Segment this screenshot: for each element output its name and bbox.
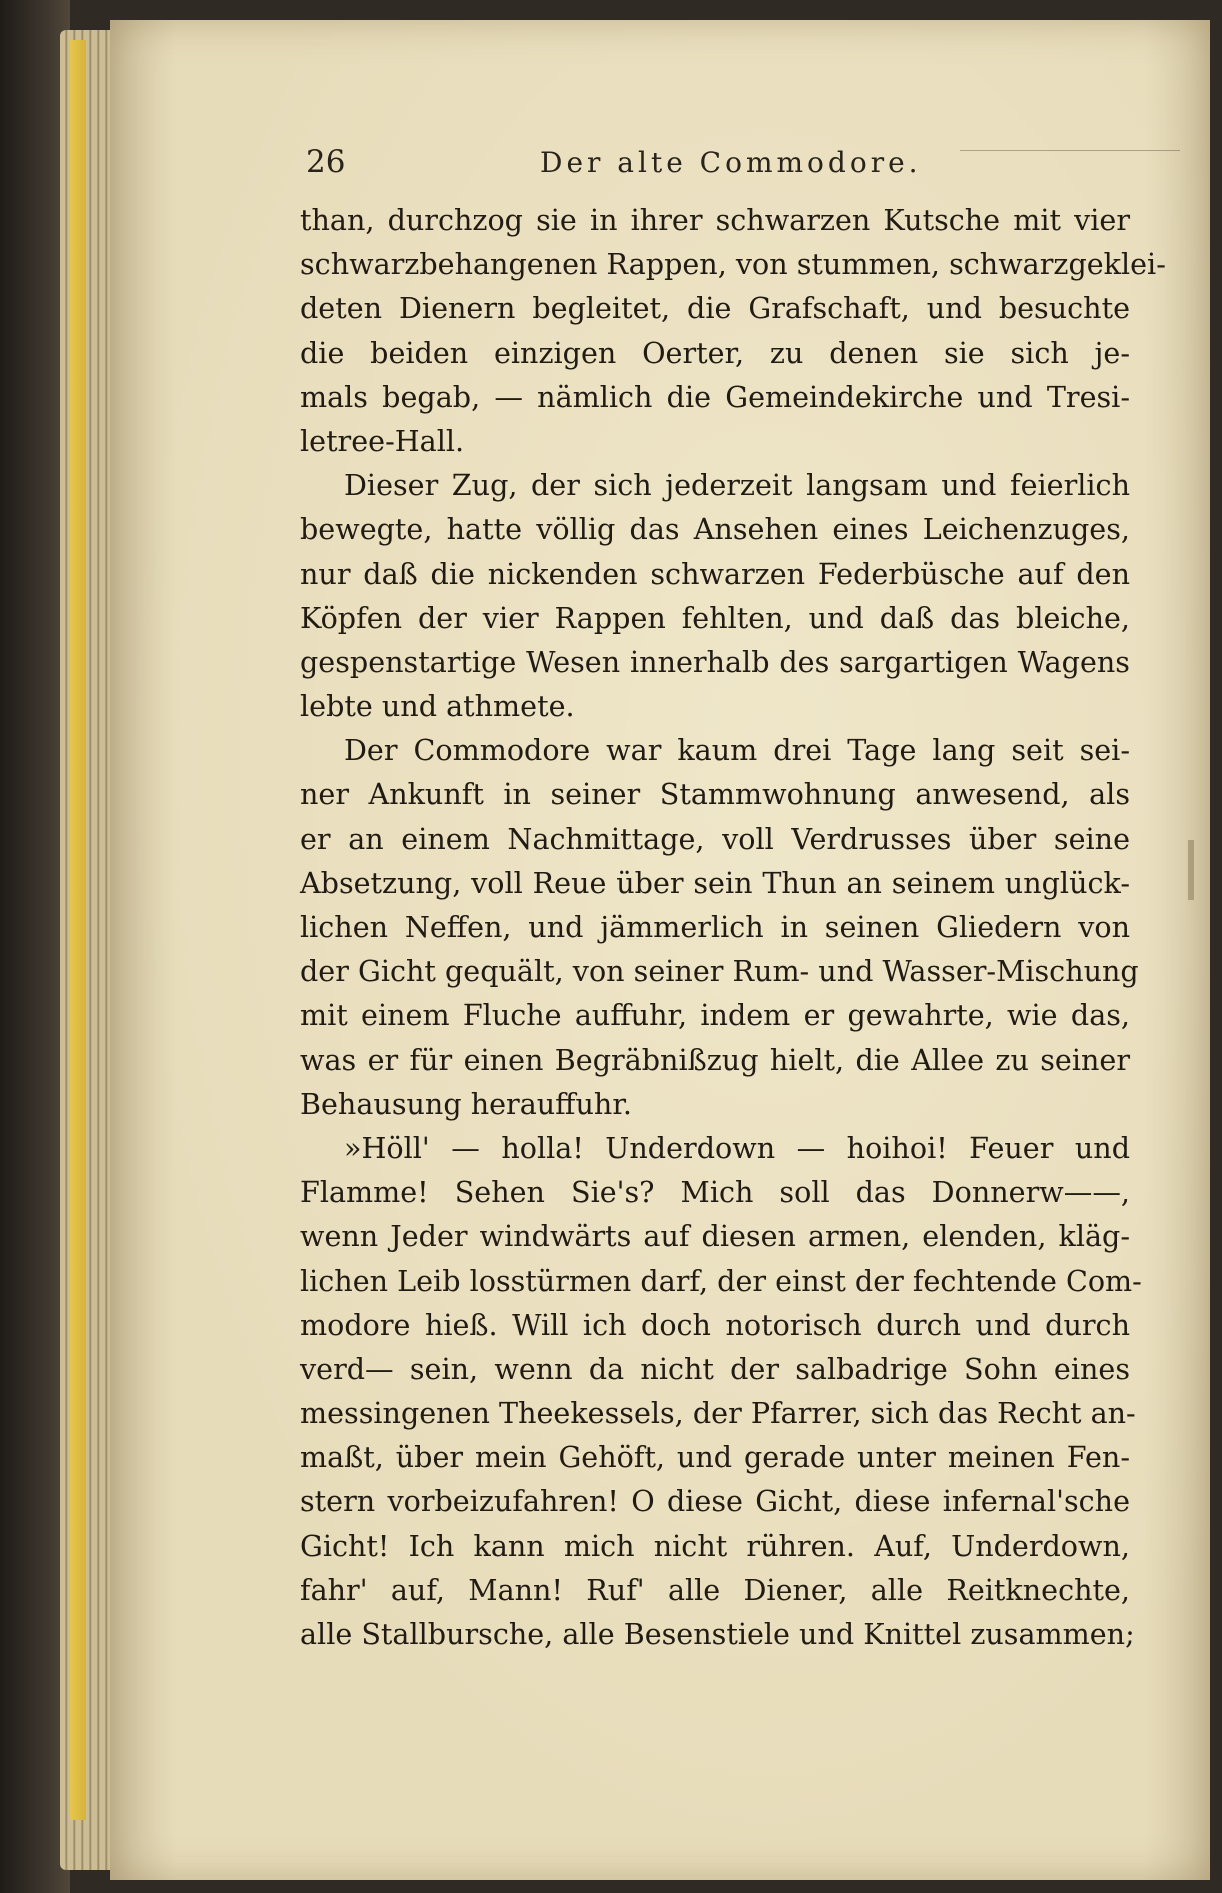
text-line: nur daß die nickenden schwarzen Federbüsche auf den xyxy=(300,556,1130,591)
text-line: »Höll' — holla! Underdown — hoihoi! Feuer und xyxy=(344,1130,1130,1165)
text-line: Gicht! Ich kann mich nicht rühren. Auf, Underdown, xyxy=(300,1528,1130,1563)
text-line: modore hieß. Will ich doch notorisch durch und durch xyxy=(300,1307,1130,1342)
text-line: Der Commodore war kaum drei Tage lang seit sei- xyxy=(344,733,1130,768)
text-line: bewegte, hatte völlig das Ansehen eines Leichenzuges, xyxy=(300,512,1130,547)
page-crease xyxy=(1188,840,1194,900)
text-line: letree-Hall. xyxy=(300,423,465,458)
running-title: Der alte Commodore. xyxy=(540,146,922,179)
text-line: gespenstartige Wesen innerhalb des sargartigen Wagens xyxy=(300,644,1130,679)
text-line: mals begab, — nämlich die Gemeindekirche und Tresi- xyxy=(300,379,1130,414)
page-header xyxy=(200,140,1160,190)
text-line: der Gicht gequält, von seiner Rum- und Wasser-Mischung xyxy=(300,954,1139,989)
text-line: verd— sein, wenn da nicht der salbadrige Sohn eines xyxy=(300,1351,1130,1386)
text-line: lebte und athmete. xyxy=(300,689,575,724)
text-line: lichen Leib losstürmen darf, der einst der fechtende Com- xyxy=(300,1263,1142,1298)
text-line: die beiden einzigen Oerter, zu denen sie sich je- xyxy=(300,335,1130,370)
text-line: was er für einen Begräbnißzug hielt, die Allee zu seiner xyxy=(300,1042,1130,1077)
text-line: messingenen Theekessels, der Pfarrer, sich das Recht an- xyxy=(300,1396,1136,1431)
text-line: mit einem Fluche auffuhr, indem er gewahrte, wie das, xyxy=(300,998,1130,1033)
text-line: deten Dienern begleitet, die Grafschaft, und besuchte xyxy=(300,291,1130,326)
text-line: Behausung herauffuhr. xyxy=(300,1086,632,1121)
text-line: schwarzbehangenen Rappen, von stummen, schwarzgeklei- xyxy=(300,247,1166,282)
header-rule xyxy=(960,150,1180,151)
text-line: wenn Jeder windwärts auf diesen armen, elenden, kläg- xyxy=(300,1219,1130,1254)
text-line: Flamme! Sehen Sie's? Mich soll das Donnerw——, xyxy=(300,1175,1130,1210)
text-line: maßt, über mein Gehöft, und gerade unter meinen Fen- xyxy=(300,1440,1130,1475)
text-line: than, durchzog sie in ihrer schwarzen Kutsche mit vier xyxy=(300,203,1130,237)
text-line: er an einem Nachmittage, voll Verdrusses über seine xyxy=(300,821,1130,856)
text-line: lichen Neffen, und jämmerlich in seinen Gliedern von xyxy=(300,910,1130,944)
text-line: stern vorbeizufahren! O diese Gicht, diese infernal'sche xyxy=(300,1484,1130,1519)
text-line: Dieser Zug, der sich jederzeit langsam und feierlich xyxy=(344,468,1130,503)
text-line: ner Ankunft in seiner Stammwohnung anwesend, als xyxy=(300,777,1130,812)
text-line: alle Stallbursche, alle Besenstiele und Knittel zusammen; xyxy=(300,1617,1135,1651)
text-line: Köpfen der vier Rappen fehlten, und daß das bleiche, xyxy=(300,600,1130,635)
page-number: 26 xyxy=(306,144,346,180)
text-line: Absetzung, voll Reue über sein Thun an seinem unglück- xyxy=(300,865,1130,900)
body-text xyxy=(300,198,1166,1656)
text-line: fahr' auf, Mann! Ruf' alle Diener, alle Reitknechte, xyxy=(300,1572,1130,1607)
page-edge-gilt xyxy=(70,40,86,1820)
